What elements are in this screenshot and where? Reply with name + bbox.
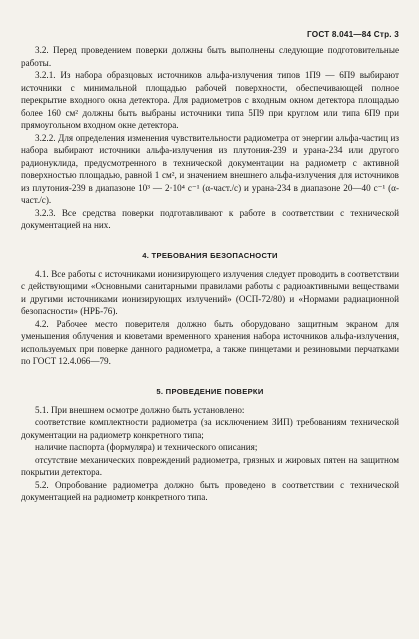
list-item: наличие паспорта (формуляра) и технического описания; (35, 442, 258, 452)
section-4-heading: 4. ТРЕБОВАНИЯ БЕЗОПАСНОСТИ (142, 250, 278, 260)
running-header: ГОСТ 8.041—84 Стр. 3 (307, 30, 399, 39)
paragraph-3-2-2: 3.2.2. Для определения изменения чувствительности радиометра от энергии альфа-частиц из набора выбирают источники альфа-излучения из плутония-239 и урана-234 или другого радионуклида, предусмотренного в технической документации на радиометр с активной поверхностью площадью, равной 1 см², и значением внешнего альфа-излучения для источников из плутония-239 в диапазоне 10³ — 2·10⁴ с⁻¹ (α-част./с) и урана-234 в диапазоне 20—40 с⁻¹ (α-част./с). (21, 132, 399, 205)
paragraph-4-1: 4.1. Все работы с источниками ионизирующего излучения следует проводить в соответствии с действующими «Основными санитарными правилами работы с радиоактивными веществами и другими источниками ионизирующих излучений» (ОСП-72/80) и «Нормами радиационной безопасности» (НРБ-76). (21, 268, 399, 316)
list-item: соответствие комплектности радиометра (за исключением ЗИП) требованиям технической документации на радиометр конкретного типа; (21, 417, 399, 440)
paragraph-3-2: 3.2. Перед проведением поверки должны быть выполнены следующие подготовительные работы. (21, 45, 399, 68)
paragraph-3-2-3: 3.2.3. Все средства поверки подготавливают к работе в соответствии с технической документацией на них. (21, 207, 399, 230)
page-body (21, 44, 399, 504)
paragraph-5-2: 5.2. Опробование радиометра должно быть проведено в соответствии с технической документацией на радиометр конкретного типа. (21, 479, 399, 502)
paragraph-4-2: 4.2. Рабочее место поверителя должно быть оборудовано защитным экраном для уменьшения облучения и кюветами временного хранения набора источников альфа-излучения, используемых при поверке данного радиометра, а также пинцетами и резиновыми перчатками по ГОСТ 12.4.066—79. (21, 318, 399, 366)
paragraph-3-2-1: 3.2.1. Из набора образцовых источников альфа-излучения типов 1П9 — 6П9 выбирают источники с минимальной площадью рабочей поверхности, обеспечивающей полное перекрытие входного окна детектора. Для радиометров с входным окном детектора площадью более 160 см² должны быть выбраны источники типа 5П9 при круглом или типа 6П9 при прямоугольном входном окне детектора. (21, 70, 399, 130)
list-item: отсутствие механических повреждений радиометра, грязных и жировых пятен на защитном покрытии детектора. (21, 454, 399, 477)
paragraph-5-1: 5.1. При внешнем осмотре должно быть установлено: (35, 404, 245, 415)
section-5-heading: 5. ПРОВЕДЕНИЕ ПОВЕРКИ (156, 386, 264, 396)
